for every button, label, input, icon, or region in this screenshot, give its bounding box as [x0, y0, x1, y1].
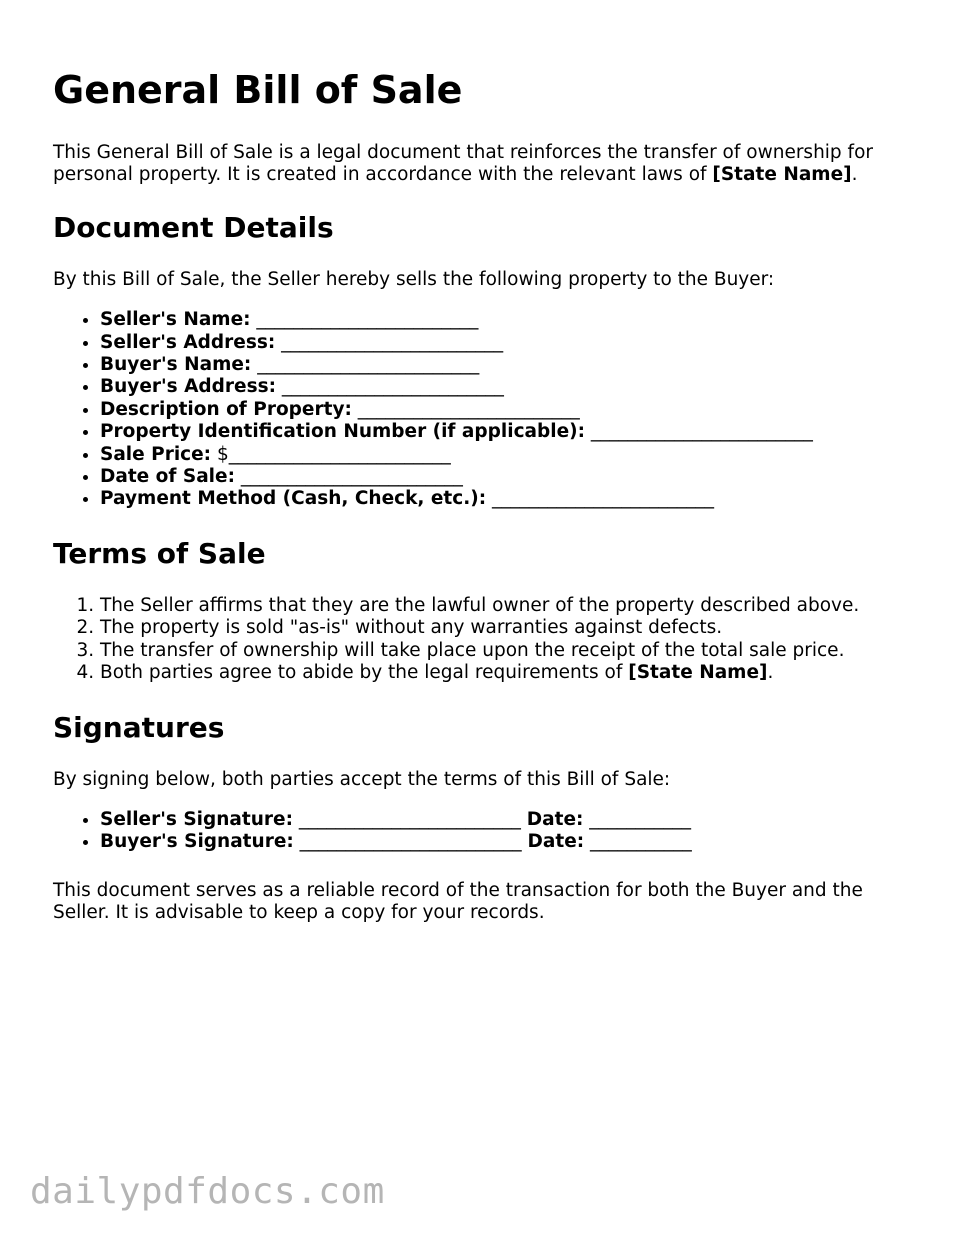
- date-label: Date:: [526, 808, 584, 830]
- detail-blank: ________________________: [486, 488, 715, 510]
- watermark: dailypdfdocs.com: [30, 1171, 385, 1212]
- intro-text: This General Bill of Sale is a legal document that reinforces the transfer of ownership for personal property. It is created in accordance with the relevant laws of: [53, 142, 873, 186]
- detail-label: Date of Sale:: [100, 466, 235, 488]
- detail-label: Seller's Address:: [100, 331, 276, 353]
- detail-blank: ________________________: [234, 466, 463, 488]
- term-item: [100, 662, 913, 684]
- intro-paragraph: [53, 142, 913, 187]
- detail-label: Description of Property:: [100, 398, 352, 420]
- signature-blank: ________________________: [293, 831, 528, 853]
- signatures-lead: By signing below, both parties accept the terms of this Bill of Sale:: [53, 768, 671, 790]
- terms-list: [53, 595, 913, 685]
- term-item: 3. The transfer of ownership will take place upon the receipt of the total sale price.: [100, 640, 913, 662]
- detail-label: Payment Method (Cash, Check, etc.):: [100, 488, 487, 510]
- signatures-list: [53, 809, 913, 854]
- signature-label: Seller's Signature:: [100, 808, 293, 830]
- details-lead: By this Bill of Sale, the Seller hereby sells the following property to the Buyer:: [53, 268, 775, 290]
- detail-blank: ________________________: [585, 421, 813, 443]
- detail-blank: ________________________: [251, 354, 480, 376]
- detail-label: Property Identification Number (if applicable):: [100, 421, 586, 443]
- intro-text-end: .: [851, 164, 858, 186]
- detail-blank: $________________________: [211, 443, 451, 465]
- details-list: [53, 309, 913, 511]
- term-text: Both parties agree to abide by the legal requirements of: [100, 662, 629, 684]
- date-blank: ___________: [583, 808, 692, 830]
- terms-heading: Terms of Sale: [53, 536, 266, 570]
- detail-blank: ________________________: [351, 398, 580, 420]
- term-state-placeholder: [State Name]: [628, 662, 768, 684]
- detail-item: [100, 332, 913, 354]
- signature-label: Buyer's Signature:: [100, 831, 294, 853]
- details-heading: Document Details: [53, 210, 334, 244]
- detail-item: [100, 376, 913, 398]
- signature-item: [100, 831, 913, 853]
- detail-label: Buyer's Address:: [100, 376, 277, 398]
- date-label: Date:: [527, 831, 585, 853]
- detail-blank: ________________________: [276, 376, 504, 398]
- document-title: General Bill of Sale: [53, 68, 463, 112]
- detail-item: [100, 354, 913, 376]
- detail-label: Seller's Name:: [100, 309, 251, 331]
- term-text-end: .: [767, 662, 774, 684]
- detail-item: [100, 488, 913, 510]
- detail-item: [100, 399, 913, 421]
- detail-item: [100, 421, 913, 443]
- detail-label: Sale Price:: [100, 443, 212, 465]
- detail-item: [100, 444, 913, 466]
- detail-item: [100, 309, 913, 331]
- closing-paragraph: This document serves as a reliable record of the transaction for both the Buyer and the Seller. It is advisable to keep a copy for your records.: [53, 879, 863, 924]
- detail-item: [100, 466, 913, 488]
- signatures-heading: Signatures: [53, 710, 225, 744]
- term-item: 1. The Seller affirms that they are the lawful owner of the property described above.: [100, 595, 913, 617]
- detail-blank: ________________________: [250, 309, 479, 331]
- signature-item: [100, 809, 913, 831]
- signature-blank: ________________________: [293, 808, 527, 830]
- detail-label: Buyer's Name:: [100, 354, 252, 376]
- document: [53, 66, 913, 925]
- intro-state-placeholder: [State Name]: [712, 164, 852, 186]
- date-blank: ___________: [584, 831, 692, 853]
- detail-blank: ________________________: [275, 331, 504, 353]
- term-item: 2. The property is sold "as-is" without any warranties against defects.: [100, 617, 913, 639]
